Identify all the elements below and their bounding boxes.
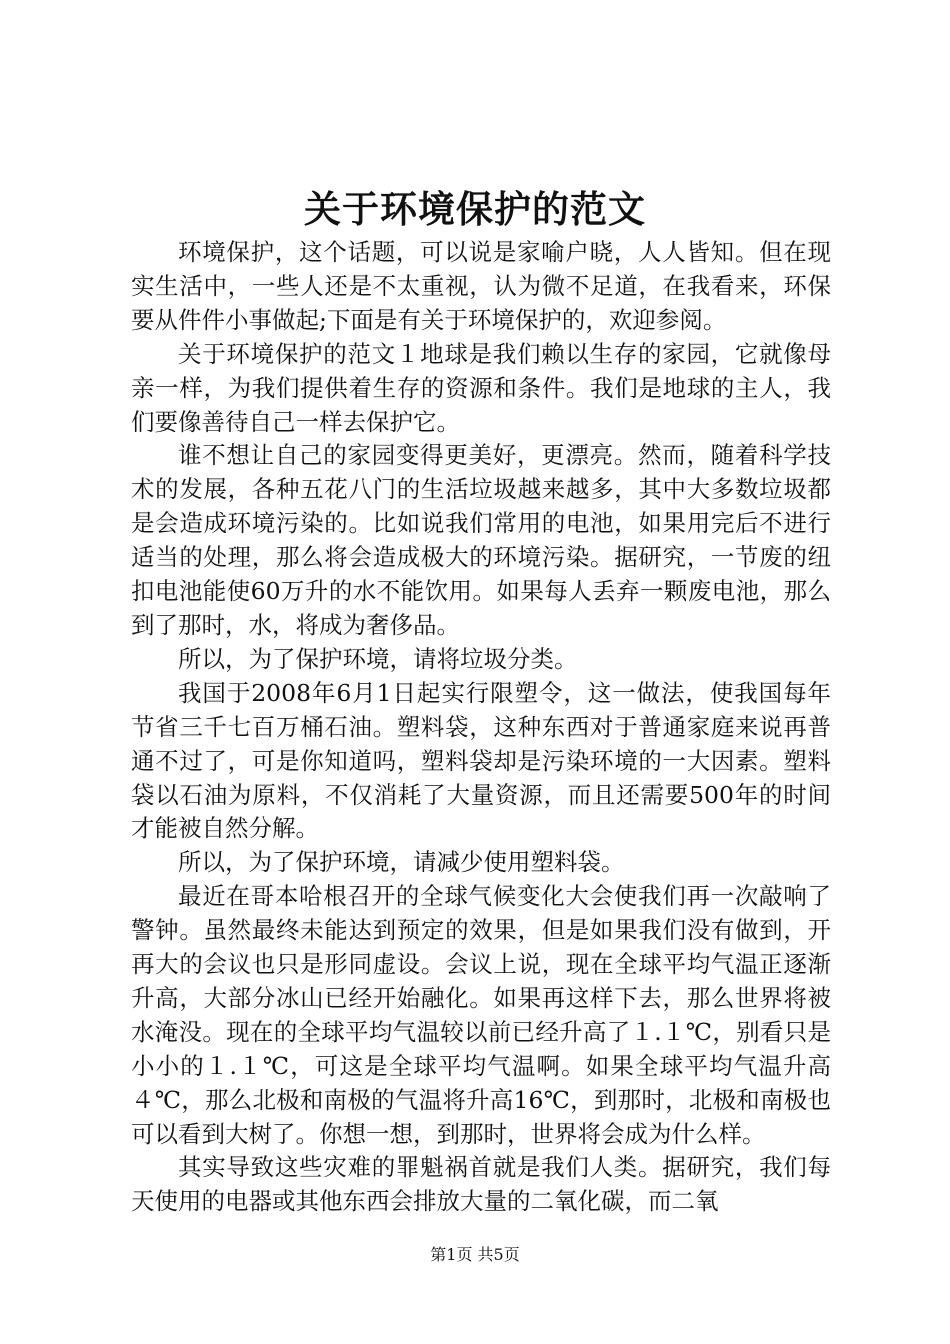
- paragraph-intro: 环境保护，这个话题，可以说是家喻户晓，人人皆知。但在现实生活中，一些人还是不太重视，认为微不足道，在我看来，环保要从件件小事做起;下面是有关于环境保护的，欢迎参阅。: [131, 238, 831, 334]
- paragraph-climate-conference: 最近在哥本哈根召开的全球气候变化大会使我们再一次敲响了警钟。虽然最终未能达到预定的效果，但是如果我们没有做到，开再大的会议也只是形同虚设。会议上说，现在全球平均气温正逐渐升高，大部分冰山已经开始融化。如果再这样下去，那么世界将被水淹没。现在的全球平均气温较以前已经升高了１.１℃，别看只是小小的１.１℃，可这是全球平均气温啊。如果全球平均气温升高４℃，那么北极和南极的气温将升高16℃，到那时，北极和南极也可以看到大树了。你想一想，到那时，世界将会成为什么样。: [131, 882, 831, 1148]
- paragraph-earth-home: 关于环境保护的范文１地球是我们赖以生存的家园，它就像母亲一样，为我们提供着生存的资源和条件。我们是地球的主人，我们要像善待自己一样去保护它。: [131, 339, 831, 436]
- paragraph-sort-garbage: 所以，为了保护环境，请将垃圾分类。: [178, 644, 578, 673]
- paragraph-human-cause: 其实导致这些灾难的罪魁祸首就是我们人类。据研究，我们每天使用的电器或其他东西会排放大量的二氧化碳，而二氧: [131, 1153, 831, 1216]
- paragraph-reduce-plastic: 所以，为了保护环境，请减少使用塑料袋。: [178, 848, 625, 877]
- document-title: 关于环境保护的范文: [304, 187, 646, 231]
- page-number-footer: 第1页 共5页: [430, 1245, 520, 1264]
- paragraph-plastic-ban: 我国于2008年6月1日起实行限塑令，这一做法，使我国每年节省三千七百万桶石油。塑料袋，这种东西对于普通家庭来说再普通不过了，可是你知道吗，塑料袋却是污染环境的一大因素。塑料袋以石油为原料，不仅消耗了大量资源，而且还需要500年的时间才能被自然分解。: [131, 678, 831, 843]
- paragraph-batteries: 谁不想让自己的家园变得更美好，更漂亮。然而，随着科学技术的发展，各种五花八门的生活垃圾越来越多，其中大多数垃圾都是会造成环境污染的。比如说我们常用的电池，如果用完后不进行适当的处理，那么将会造成极大的环境污染。据研究，一节废的纽扣电池能使60万升的水不能饮用。如果每人丢弃一颗废电池，那么到了那时，水，将成为奢侈品。: [131, 441, 831, 639]
- document-body: [131, 236, 831, 1219]
